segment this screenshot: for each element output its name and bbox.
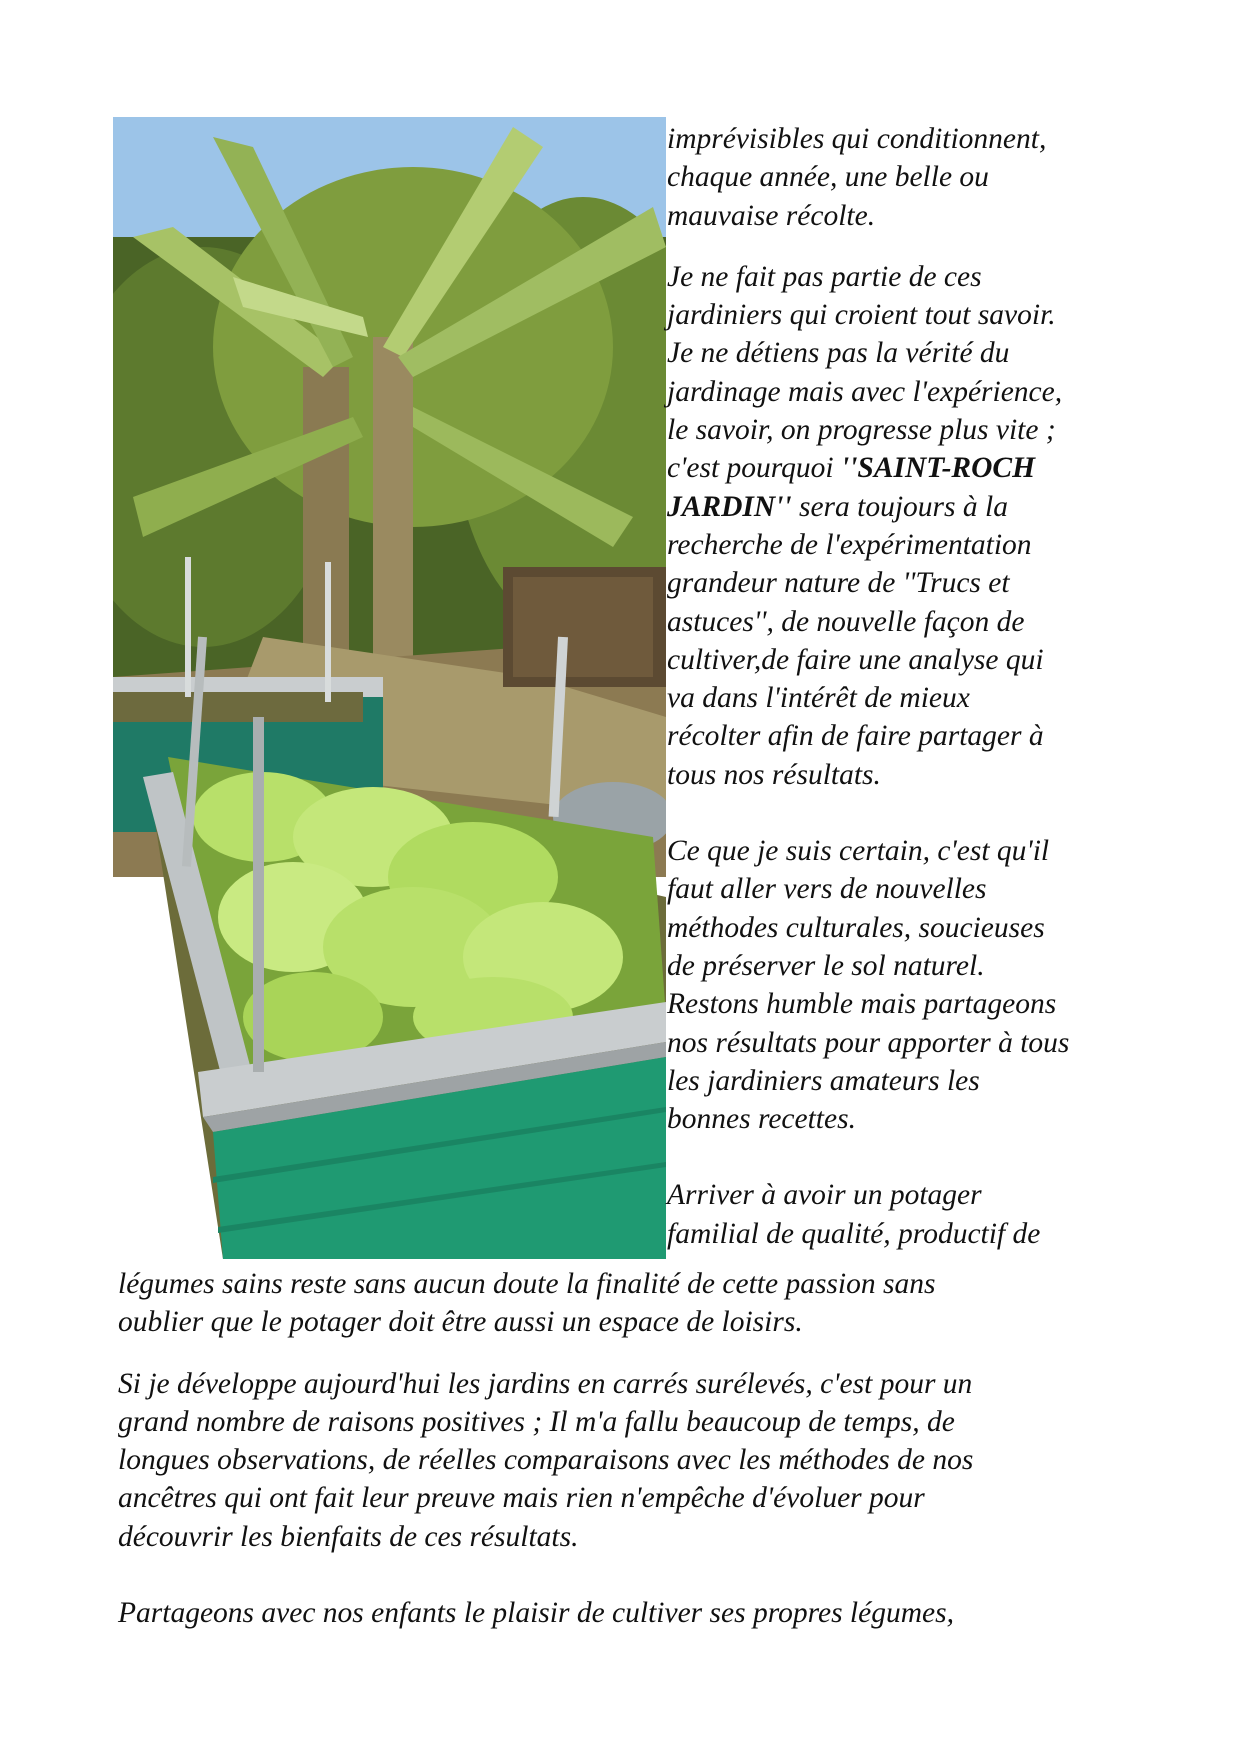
text-line: bonnes recettes. [667,1103,856,1136]
text-line: découvrir les bienfaits de ces résultats. [118,1520,579,1553]
text-line: oublier que le potager doit être aussi un espace de loisirs. [118,1306,803,1339]
right-text-column [667,120,1069,1253]
text-line: méthodes culturales, soucieuses [667,911,1045,944]
paragraph-4-end [118,1265,973,1342]
garden-name-part-2: JARDIN'' [667,490,792,523]
text-line: légumes sains reste sans aucun doute la finalité de cette passion sans [118,1268,936,1300]
text-line: Je ne fait pas partie de ces [667,260,982,293]
text-line: faut aller vers de nouvelles [667,873,987,906]
text-line [667,449,1069,487]
text-line: Arriver à avoir un potager [667,1179,982,1212]
text-fragment: sera toujours à la [791,490,1008,523]
text-line: le savoir, on progresse plus vite ; [667,414,1056,447]
stake [325,562,331,702]
text-line: Je ne détiens pas la vérité du [667,337,1010,370]
text-line: les jardiniers amateurs les [667,1064,980,1097]
full-width-text [118,1265,973,1632]
text-line: mauvaise récolte. [667,199,876,232]
text-line: familial de qualité, productif de [667,1217,1041,1250]
stake [253,717,264,1072]
text-line: grand nombre de raisons positives ; Il m'a fallu beaucoup de temps, de [118,1405,955,1438]
text-line: chaque année, une belle ou [667,161,989,194]
paragraph-6 [118,1594,973,1632]
text-fragment: c'est pourquoi [667,452,842,485]
text-line: cultiver,de faire une analyse qui [667,643,1044,676]
text-line: jardinage mais avec l'expérience, [667,375,1063,408]
text-line: va dans l'intérêt de mieux [667,682,970,715]
garden-photo [113,117,666,1259]
garden-photo-illustration [113,117,666,1259]
text-line: tous nos résultats. [667,758,881,791]
text-line: Partageons avec nos enfants le plaisir de cultiver ses propres légumes, [118,1597,954,1630]
paragraph-1 [667,120,1069,235]
text-line: recherche de l'expérimentation [667,528,1032,561]
paragraph-3 [667,832,1069,1138]
stake [185,557,191,697]
text-line: nos résultats pour apporter à tous [667,1026,1070,1059]
paragraph-4-start [667,1176,1069,1253]
text-line: Ce que je suis certain, c'est qu'il [667,835,1050,868]
garden-name-part-1: ''SAINT-ROCH [841,452,1036,485]
text-line: imprévisibles qui conditionnent, [667,123,1047,155]
text-line [667,488,1069,526]
text-line: astuces'', de nouvelle façon de [667,605,1025,638]
text-line: récolter afin de faire partager à [667,720,1044,753]
text-line: Si je développe aujourd'hui les jardins en carrés surélevés, c'est pour un [118,1367,973,1400]
text-line: longues observations, de réelles comparaisons avec les méthodes de nos [118,1444,974,1477]
text-line: Restons humble mais partageons [667,988,1057,1021]
text-line: grandeur nature de ''Trucs et [667,567,1010,600]
text-line: ancêtres qui ont fait leur preuve mais rien n'empêche d'évoluer pour [118,1482,925,1515]
text-line: de préserver le sol naturel. [667,949,985,982]
paragraph-2 [667,258,1069,794]
text-line: jardiniers qui croient tout savoir. [667,299,1056,332]
paragraph-5 [118,1365,973,1556]
